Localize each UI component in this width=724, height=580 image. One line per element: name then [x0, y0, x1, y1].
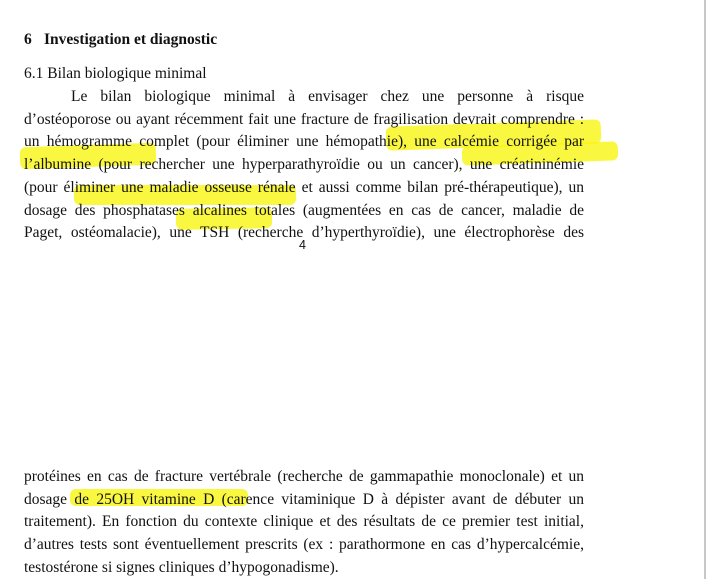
- text-line: dosage de 25OH vitamine D (carence vitaminique D à dépister avant de débuter un: [24, 490, 584, 508]
- text-line: l’albumine (pour rechercher une hyperparathyroïdie ou un cancer), une créatininémie: [24, 156, 584, 174]
- section-title: Investigation et diagnostic: [44, 31, 218, 48]
- paragraph-top: [24, 86, 584, 245]
- text-line: traitement). En fonction du contexte clinique et des résultats de ce premier test initial,: [24, 513, 584, 531]
- page-number: 4: [299, 238, 306, 252]
- text-line: un hémogramme complet (pour éliminer une hémopathie), une calcémie corrigée par: [24, 133, 584, 151]
- text-line: Paget, ostéomalacie), une TSH (recherche d’hyperthyroïdie), une électrophorèse des: [24, 224, 584, 242]
- text-line: (pour éliminer une maladie osseuse rénale et aussi comme bilan pré-thérapeutique), un: [24, 178, 584, 196]
- text-line: dosage des phosphatases alcalines totales (augmentées en cas de cancer, maladie de: [24, 201, 584, 219]
- section-number: 6: [24, 31, 32, 48]
- section-heading: [24, 31, 217, 49]
- text-line: protéines en cas de fracture vertébrale (recherche de gammapathie monoclonale) et un: [24, 468, 584, 485]
- text-line: d’autres tests sont éventuellement prescrits (ex : parathormone en cas d’hypercalcémie,: [24, 536, 584, 554]
- subsection-heading: 6.1 Bilan biologique minimal: [24, 65, 207, 82]
- text-line: Le bilan biologique minimal à envisager chez une personne à risque: [71, 88, 584, 105]
- text-line: testostérone si signes cliniques d’hypogonadisme).: [24, 558, 339, 576]
- text-line: d’ostéoporose ou ayant récemment fait une fracture de fragilisation devrait comprendre :: [24, 110, 584, 128]
- paragraph-bottom: [24, 466, 584, 580]
- page-edge: [704, 0, 706, 579]
